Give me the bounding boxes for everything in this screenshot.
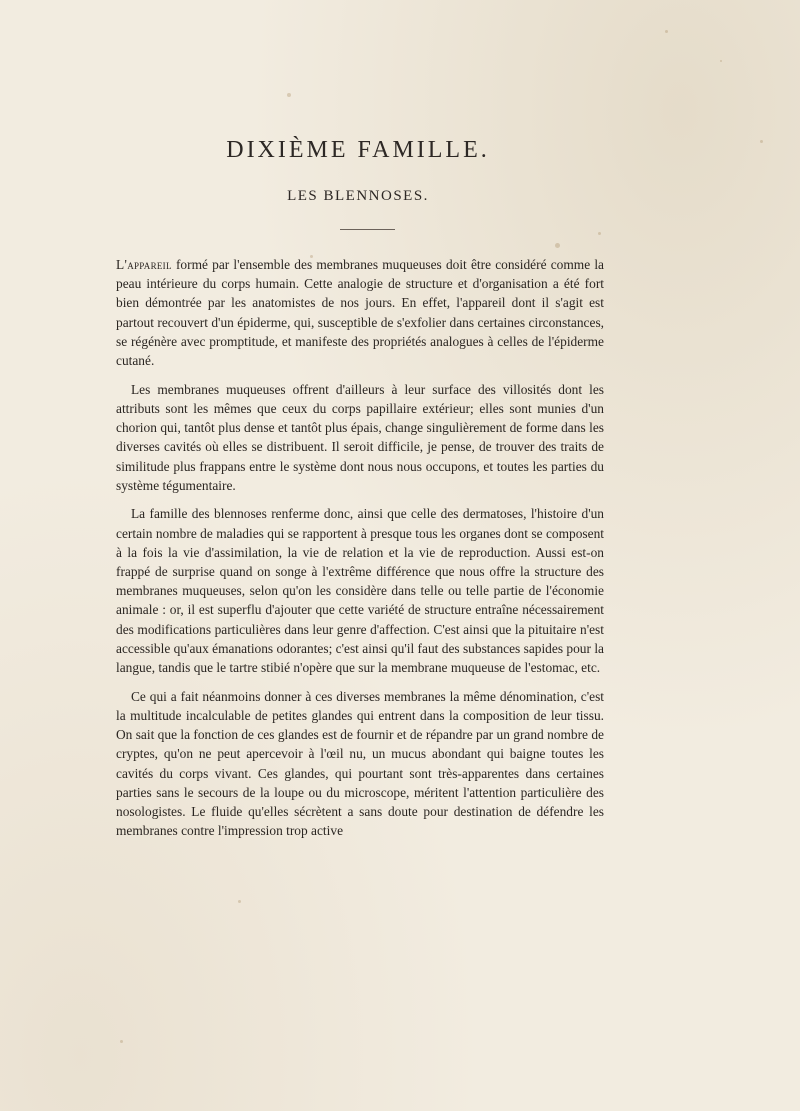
foxing-spot (120, 1040, 123, 1043)
body-text (116, 255, 604, 850)
foxing-spot (238, 900, 241, 903)
paragraph-4: Ce qui a fait néanmoins donner à ces diverses membranes la même dénomination, c'est la multitude incalculable de petites glandes qui entrent dans la composition de leur tissu. On sait que la fonction de ces glandes est de fournir et de répandre par un grand nombre de cryptes, qu'on ne peut apercevoir à l'œil nu, un mucus abondant qui baigne toutes les cavités du corps vivant. Ces glandes, qui pourtant sont très-apparentes dans certaines parties sans le secours de la loupe ou du microscope, méritent l'attention particulière des nosologistes. Le fluide qu'elles sécrètent a sans doute pour destination de défendre les membranes contre l'impression trop active (116, 688, 604, 839)
paragraph-2: Les membranes muqueuses offrent d'ailleurs à leur surface des villosités dont les attributs sont les mêmes que ceux du corps papillaire extérieur; elles sont munies d'un chorion qui, tantôt plus dense et tantôt plus épais, change singulièrement de forme dans les diverses cavités où elles se distribuent. Il seroit difficile, je pense, de trouver des traits de similitude plus frappans entre le système dont nous nous occupons, et toutes les parties du système tégumentaire. (116, 381, 604, 493)
foxing-spot (287, 93, 291, 97)
foxing-spot (555, 243, 560, 248)
lead-word: L'appareil (116, 257, 172, 272)
paragraph-1-text: formé par l'ensemble des membranes muqueuses doit être considéré comme la peau intérieure du corps humain. Cette analogie de structure et d'organisation a été fort bien démontrée par les anatomistes de nos jours. En effet, l'appareil dont il s'agit est partout recouvert d'un épiderme, qui, susceptible de s'exfolier dans certaines circonstances, se régénère avec promptitude, et manifeste des propriétés analogues à celles de l'épiderme cutané. (116, 257, 604, 369)
title-rule (340, 229, 395, 230)
foxing-spot (598, 232, 601, 235)
foxing-spot (720, 60, 722, 62)
chapter-title: DIXIÈME FAMILLE. (226, 137, 490, 163)
paragraph-1 (116, 255, 604, 370)
chapter-subtitle: LES BLENNOSES. (287, 188, 429, 204)
paragraph-3: La famille des blennoses renferme donc, ainsi que celle des dermatoses, l'histoire d'un certain nombre de maladies qui se rapportent à presque tous les organes dont se composent à la fois la vie d'assimilation, la vie de relation et la vie de reproduction. Aussi est-on frappé de surprise quand on songe à l'extrême différence que nous offre la structure des membranes muqueuses, selon qu'on les considère dans telle ou telle partie de l'économie animale : or, il est superflu d'ajouter que cette variété de structure entraîne nécessairement des modifications particulières dans leur genre d'affection. C'est ainsi que la pituitaire n'est accessible qu'aux émanations odorantes; c'est ainsi qu'il faut des substances sapides pour la langue, tandis que le tartre stibié n'opère que sur la membrane muqueuse de l'estomac, etc. (116, 506, 604, 676)
foxing-spot (760, 140, 763, 143)
foxing-spot (665, 30, 668, 33)
